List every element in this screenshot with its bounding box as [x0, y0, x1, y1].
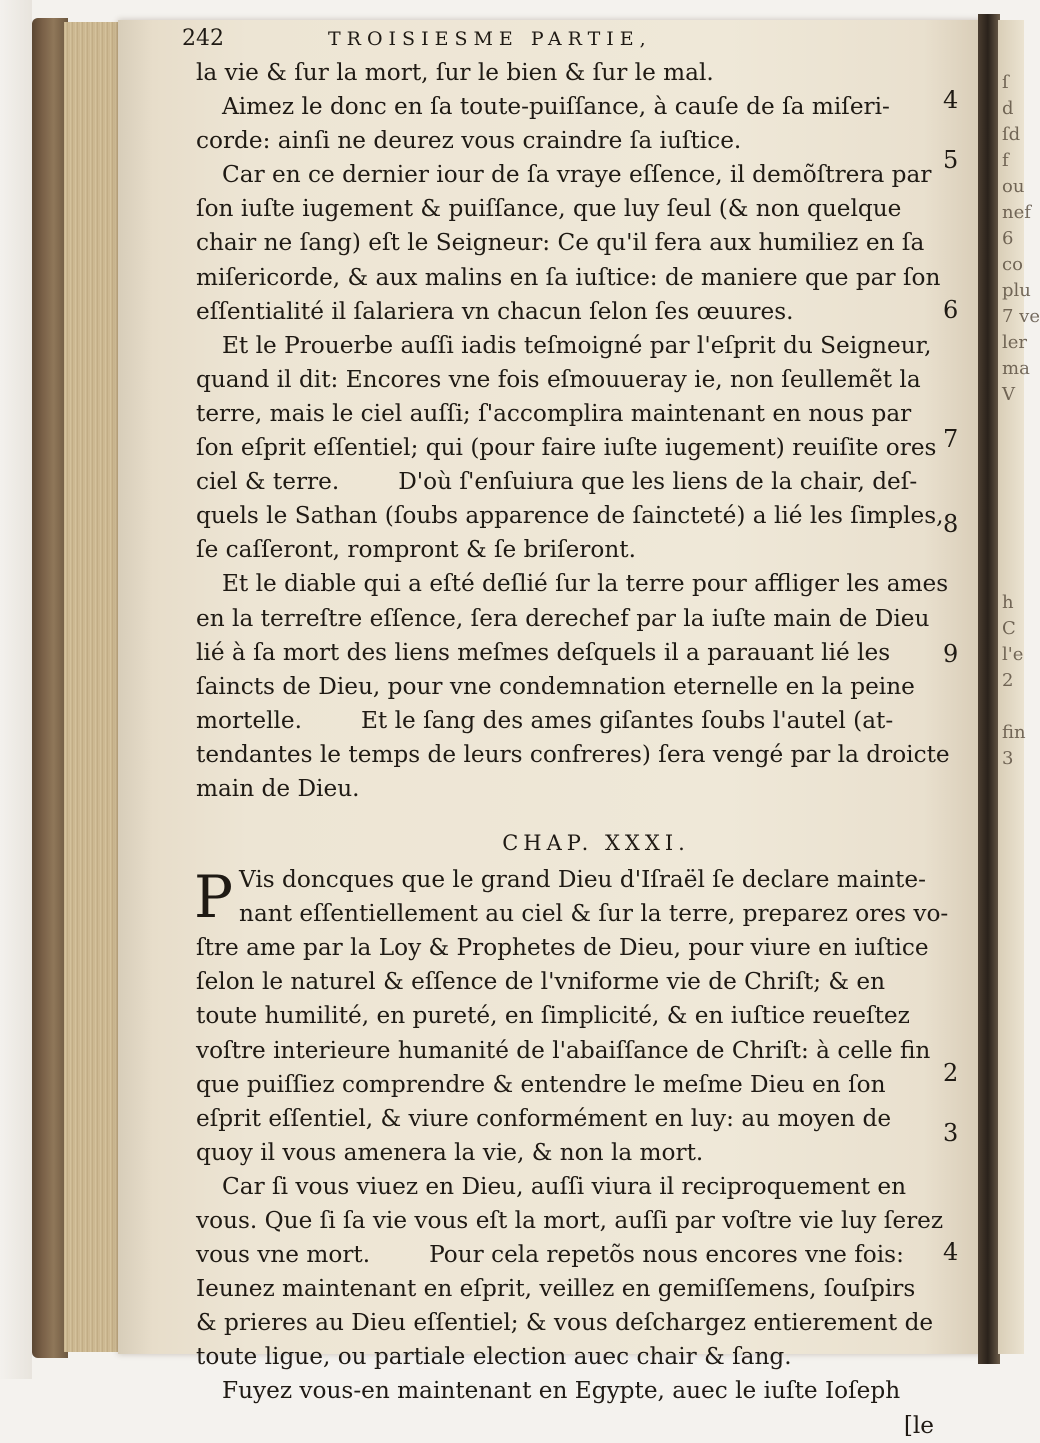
text-line: ſaincts de Dieu, pour vne condemnation eternelle en la peine: [196, 672, 915, 700]
text-line: ſtre ame par la Loy & Prophetes de Dieu, pour viure en iuſtice: [196, 934, 929, 962]
text-line: Car ſi vous viuez en Dieu, auſſi viura il reciproquement en: [222, 1172, 907, 1200]
text-line: quand il dit: Encores vne fois eſmouueray ie, non ſeullemẽt la: [196, 365, 921, 393]
text-line: Et le Prouerbe auſſi iadis teſmoigné par l'eſprit du Seigneur,: [222, 331, 932, 359]
text-line: Aimez le donc en ſa toute-puiſſance, à cauſe de ſa miſeri-: [222, 93, 890, 121]
text-line: Ieunez maintenant en eſprit, veillez en gemiſſemens, ſouſpirs: [196, 1275, 916, 1303]
verse-number: 9: [943, 640, 959, 668]
chapter-opening: [194, 863, 949, 932]
text-line: quoy il vous amenera la vie, & non la mort.: [196, 1138, 704, 1166]
verse-number: 4: [943, 86, 959, 114]
verse-number: 5: [943, 146, 959, 174]
text-line: toute ligue, ou partiale election auec chair & ſang.: [196, 1343, 792, 1371]
verse-number: 6: [943, 296, 959, 324]
scan-background: [0, 0, 32, 1379]
text-line: terre, mais le ciel auſſi; ſ'accomplira maintenant en nous par: [196, 399, 912, 427]
chapter-heading: CHAP. XXXI.: [502, 831, 690, 856]
text-line: lié à ſa mort des liens meſmes deſquels il a parauant lié les: [196, 638, 891, 666]
text-line: quels le Sathan (ſoubs apparence de ſaincteté) a lié les ſimples,: [196, 502, 944, 530]
text-line: vous vne mort. Pour cela repetõs nous encores vne fois:: [196, 1241, 904, 1269]
text-line: voſtre interieure humanité de l'abaiſſance de Chriſt: à celle fin: [196, 1036, 931, 1064]
drop-capital: P: [194, 863, 234, 932]
text-line: en la terreſtre eſſence, ſera derechef par la iuſte main de Dieu: [196, 604, 930, 632]
text-line: ſon eſprit eſſentiel; qui (pour faire iuſte iugement) reuiſite ores: [196, 434, 937, 462]
text-line: main de Dieu.: [196, 774, 360, 802]
verse-number: 3: [943, 1119, 959, 1147]
text-line: nant eſſentiellement au ciel & ſur la terre, preparez ores vo-: [239, 900, 949, 928]
text-line: chair ne ſang) eſt le Seigneur: Ce qu'il fera aux humiliez en ſa: [196, 229, 925, 257]
running-head: [182, 22, 936, 56]
text-line: & prieres au Dieu eſſentiel; & vous deſchargez entierement de: [196, 1309, 934, 1337]
running-title: TROISIESME PARTIE,: [328, 28, 652, 50]
book-gutter: [978, 14, 1000, 1364]
text-line: eſſentialité il ſalariera vn chacun ſelon ſes œuures.: [196, 297, 794, 325]
text-line: tendantes le temps de leurs confreres) ſera vengé par la droicte: [196, 740, 950, 768]
text-line: ſon iuſte iugement & puiſſance, que luy ſeul (& non quelque: [196, 195, 902, 223]
book-cover-edge: [32, 18, 68, 1358]
page-text: [182, 22, 950, 1443]
verse-number: 4: [943, 1238, 959, 1266]
facing-page-text: ſ d ſd f ou nef 6 co plu 7 ve ler ma V h C l'e 2 fin 3: [1002, 72, 1040, 769]
text-line: la vie & ſur la mort, ſur le bien & ſur le mal.: [196, 59, 714, 86]
text-line: Fuyez vous-en maintenant en Egypte, auec le iuſte Ioſeph: [222, 1377, 901, 1405]
text-line: Car en ce dernier iour de ſa vraye eſſence, il demõſtrera par: [222, 161, 932, 189]
verse-number: 8: [943, 510, 959, 538]
page-edges: [64, 22, 122, 1352]
text-line: corde: ainſi ne deurez vous craindre ſa iuſtice.: [196, 127, 742, 155]
text-line: toute humilité, en pureté, en ſimplicité, & en iuſtice reueſtez: [196, 1002, 910, 1030]
text-line: mortelle. Et le ſang des ames giſantes ſoubs l'autel (at-: [196, 706, 894, 734]
verse-number: 2: [943, 1059, 959, 1087]
text-line: Vis doncques que le grand Dieu d'Iſraël ſe declare mainte-: [239, 866, 926, 894]
text-line: miſericorde, & aux malins en ſa iuſtice: de maniere que par ſon: [196, 263, 941, 291]
text-line: ciel & terre. D'où ſ'enſuiura que les liens de la chair, deſ-: [196, 468, 918, 496]
catchword: [le: [903, 1411, 934, 1439]
text-line: Et le diable qui a eſté deſlié ſur la terre pour affliger les ames: [222, 570, 949, 598]
text-line: vous. Que ſi ſa vie vous eſt la mort, auſſi par voſtre vie luy ſerez: [196, 1207, 944, 1234]
page-number: 242: [182, 26, 224, 51]
text-line: eſprit eſſentiel, & viure conformément en luy: au moyen de: [196, 1104, 892, 1132]
verse-number: 7: [943, 425, 959, 453]
text-line: ſe caſſeront, rompront & ſe briſeront.: [196, 536, 636, 564]
text-line: ſelon le naturel & eſſence de l'vniforme vie de Chriſt; & en: [196, 968, 886, 996]
text-line: que puiſſiez comprendre & entendre le meſme Dieu en ſon: [196, 1070, 886, 1098]
